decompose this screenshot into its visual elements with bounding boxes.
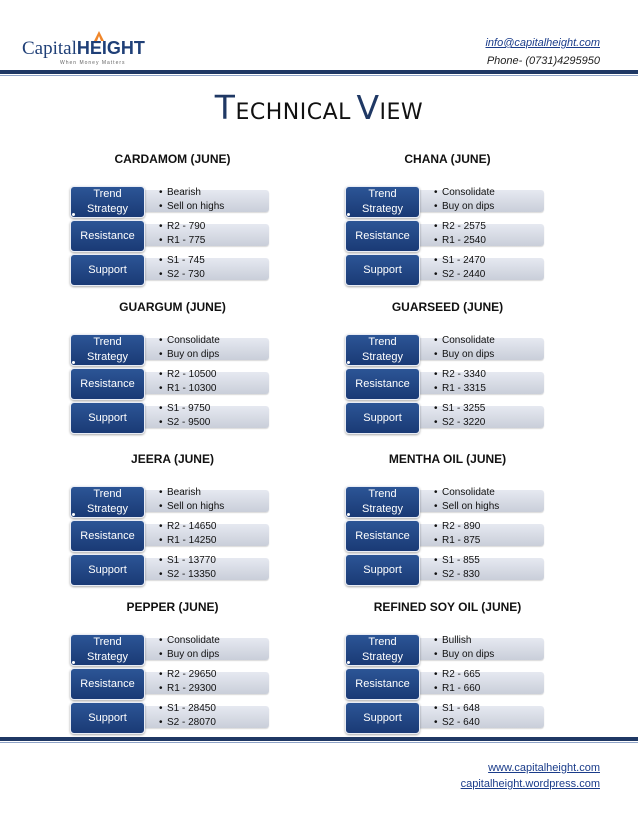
bullet-icon: •	[434, 221, 438, 232]
bullet-icon: •	[159, 717, 163, 728]
value-text: S2 - 640	[442, 717, 480, 728]
value-line	[159, 501, 224, 512]
value-text: R1 - 14250	[167, 535, 217, 546]
corner-dot-icon	[347, 513, 350, 516]
value-line	[434, 235, 486, 246]
trend-values	[418, 635, 544, 660]
value-text: S2 - 830	[442, 569, 480, 580]
value-text: S1 - 9750	[167, 403, 211, 414]
value-line	[434, 635, 471, 646]
bullet-icon: •	[159, 501, 163, 512]
value-text: Consolidate	[167, 635, 220, 646]
value-line	[159, 535, 216, 546]
trend-label-line2: Strategy	[362, 351, 403, 363]
company-logo	[22, 30, 152, 70]
value-text: Consolidate	[442, 187, 495, 198]
resistance-values	[143, 221, 269, 246]
value-line	[434, 335, 495, 346]
resistance-label: Resistance	[345, 220, 420, 252]
trend-strategy-label	[70, 334, 145, 366]
corner-dot-icon	[72, 213, 75, 216]
value-line	[434, 535, 480, 546]
value-text: Buy on dips	[442, 349, 495, 360]
value-line	[434, 369, 486, 380]
bullet-icon: •	[159, 669, 163, 680]
value-text: S1 - 648	[442, 703, 480, 714]
support-values	[418, 403, 544, 428]
trend-label-line2: Strategy	[87, 351, 128, 363]
bullet-icon: •	[434, 487, 438, 498]
resistance-row	[70, 520, 275, 550]
value-text: S2 - 2440	[442, 269, 486, 280]
value-line	[159, 487, 201, 498]
value-text: R1 - 875	[442, 535, 481, 546]
support-label: Support	[345, 254, 420, 286]
bullet-icon: •	[434, 335, 438, 346]
resistance-label: Resistance	[70, 220, 145, 252]
resistance-values	[143, 521, 269, 546]
value-text: Buy on dips	[167, 349, 220, 360]
resistance-row	[345, 520, 550, 550]
value-line	[159, 269, 205, 280]
support-row	[345, 702, 550, 732]
value-text: R2 - 3340	[442, 369, 486, 380]
resistance-row	[345, 668, 550, 698]
support-row	[345, 254, 550, 284]
trend-label-line2: Strategy	[362, 503, 403, 515]
bullet-icon: •	[434, 269, 438, 280]
value-text: S1 - 13770	[167, 555, 216, 566]
value-line	[159, 635, 220, 646]
trend-label-line2: Strategy	[362, 203, 403, 215]
trend-label-line2: Strategy	[87, 651, 128, 663]
bullet-icon: •	[434, 669, 438, 680]
bullet-icon: •	[159, 255, 163, 266]
trend-label-line2: Strategy	[87, 203, 128, 215]
commodity-block	[345, 600, 550, 750]
value-line	[159, 417, 210, 428]
page-title: TECHNICAL VIEW	[214, 88, 424, 127]
bullet-icon: •	[434, 369, 438, 380]
trend-row	[345, 186, 550, 216]
value-text: Sell on highs	[167, 201, 225, 212]
value-line	[434, 669, 480, 680]
bullet-icon: •	[434, 635, 438, 646]
trend-label-line1: Trend	[93, 488, 122, 500]
resistance-values	[418, 669, 544, 694]
support-values	[143, 555, 269, 580]
support-label: Support	[70, 554, 145, 586]
value-text: Buy on dips	[442, 649, 495, 660]
contact-info	[485, 34, 600, 70]
value-line	[434, 521, 480, 532]
trend-values	[418, 487, 544, 512]
value-line	[159, 221, 205, 232]
bullet-icon: •	[159, 221, 163, 232]
bullet-icon: •	[434, 717, 438, 728]
trend-strategy-label	[345, 186, 420, 218]
trend-row	[70, 486, 275, 516]
bullet-icon: •	[434, 535, 438, 546]
website-link[interactable]: www.capitalheight.com	[488, 762, 600, 774]
value-text: R2 - 665	[442, 669, 481, 680]
bullet-icon: •	[159, 269, 163, 280]
bullet-icon: •	[159, 703, 163, 714]
logo-tagline: When Money Matters	[60, 60, 126, 66]
commodity-title: CARDAMOM (JUNE)	[114, 152, 231, 166]
trend-row	[345, 334, 550, 364]
value-line	[159, 649, 219, 660]
value-line	[434, 501, 499, 512]
support-values	[143, 255, 269, 280]
value-line	[434, 569, 480, 580]
value-line	[159, 201, 224, 212]
support-row	[345, 554, 550, 584]
trend-strategy-label	[70, 634, 145, 666]
bullet-icon: •	[159, 187, 163, 198]
resistance-label: Resistance	[345, 368, 420, 400]
value-line	[159, 703, 216, 714]
value-line	[434, 269, 485, 280]
trend-values	[418, 187, 544, 212]
value-text: Consolidate	[442, 335, 495, 346]
bullet-icon: •	[434, 403, 438, 414]
commodity-block	[345, 152, 550, 302]
value-text: Bearish	[167, 487, 201, 498]
bullet-icon: •	[434, 569, 438, 580]
bullet-icon: •	[159, 569, 163, 580]
value-line	[159, 235, 205, 246]
trend-values	[143, 335, 269, 360]
bullet-icon: •	[434, 235, 438, 246]
bullet-icon: •	[434, 521, 438, 532]
trend-row	[345, 634, 550, 664]
value-text: R1 - 29300	[167, 683, 217, 694]
value-text: R1 - 660	[442, 683, 481, 694]
value-text: S2 - 730	[167, 269, 205, 280]
commodity-title: CHANA (JUNE)	[404, 152, 491, 166]
phone-number: Phone- (0731)4295950	[486, 55, 600, 67]
commodity-block	[70, 300, 275, 450]
bullet-icon: •	[159, 403, 163, 414]
commodity-block	[345, 300, 550, 450]
bullet-icon: •	[434, 417, 438, 428]
resistance-label: Resistance	[345, 520, 420, 552]
support-values	[143, 703, 269, 728]
bullet-icon: •	[159, 487, 163, 498]
value-text: Bearish	[167, 187, 201, 198]
support-label: Support	[70, 702, 145, 734]
commodity-block	[70, 152, 275, 302]
support-row	[345, 402, 550, 432]
value-text: S2 - 9500	[167, 417, 211, 428]
value-line	[159, 569, 216, 580]
trend-values	[143, 487, 269, 512]
support-values	[418, 255, 544, 280]
bullet-icon: •	[434, 383, 438, 394]
trend-label-line1: Trend	[93, 336, 122, 348]
support-values	[418, 703, 544, 728]
value-line	[159, 683, 216, 694]
commodity-block	[70, 452, 275, 602]
value-line	[159, 521, 216, 532]
bullet-icon: •	[434, 501, 438, 512]
bullet-icon: •	[434, 349, 438, 360]
value-text: R2 - 890	[442, 521, 481, 532]
support-row	[70, 702, 275, 732]
resistance-row	[70, 668, 275, 698]
commodity-block	[345, 452, 550, 602]
trend-values	[143, 635, 269, 660]
commodity-title: PEPPER (JUNE)	[126, 600, 219, 614]
value-line	[159, 335, 220, 346]
footer-divider	[0, 737, 638, 741]
resistance-label: Resistance	[345, 668, 420, 700]
trend-row	[345, 486, 550, 516]
resistance-values	[418, 369, 544, 394]
value-line	[434, 703, 480, 714]
value-text: R1 - 3315	[442, 383, 486, 394]
value-line	[434, 349, 494, 360]
bullet-icon: •	[434, 255, 438, 266]
trend-values	[418, 335, 544, 360]
support-label: Support	[345, 402, 420, 434]
trend-label-line1: Trend	[93, 188, 122, 200]
value-line	[159, 255, 205, 266]
trend-strategy-label	[345, 634, 420, 666]
trend-strategy-label	[70, 486, 145, 518]
resistance-row	[70, 220, 275, 250]
commodity-title: REFINED SOY OIL (JUNE)	[373, 600, 522, 614]
value-line	[434, 649, 494, 660]
value-line	[434, 201, 494, 212]
value-text: R1 - 10300	[167, 383, 217, 394]
value-line	[159, 555, 216, 566]
bullet-icon: •	[434, 555, 438, 566]
resistance-row	[345, 220, 550, 250]
resistance-label: Resistance	[70, 668, 145, 700]
value-text: R2 - 2575	[442, 221, 486, 232]
corner-dot-icon	[72, 361, 75, 364]
value-text: R2 - 10500	[167, 369, 217, 380]
support-values	[143, 403, 269, 428]
corner-dot-icon	[72, 513, 75, 516]
bullet-icon: •	[159, 335, 163, 346]
value-text: Buy on dips	[167, 649, 220, 660]
support-label: Support	[70, 254, 145, 286]
value-line	[434, 221, 486, 232]
bullet-icon: •	[434, 703, 438, 714]
value-line	[159, 403, 210, 414]
resistance-values	[143, 669, 269, 694]
trend-strategy-label	[70, 186, 145, 218]
bullet-icon: •	[159, 521, 163, 532]
trend-strategy-label	[345, 334, 420, 366]
value-text: S1 - 3255	[442, 403, 486, 414]
value-text: S2 - 13350	[167, 569, 216, 580]
value-line	[434, 487, 495, 498]
resistance-values	[418, 221, 544, 246]
value-line	[159, 669, 216, 680]
resistance-values	[143, 369, 269, 394]
bullet-icon: •	[159, 349, 163, 360]
footer-divider-thin	[0, 742, 638, 743]
trend-row	[70, 634, 275, 664]
commodity-title: GUARSEED (JUNE)	[391, 300, 504, 314]
bullet-icon: •	[159, 201, 163, 212]
value-line	[159, 349, 219, 360]
trend-label-line1: Trend	[368, 336, 397, 348]
bullet-icon: •	[434, 649, 438, 660]
resistance-row	[70, 368, 275, 398]
value-text: Sell on highs	[167, 501, 225, 512]
commodity-title: JEERA (JUNE)	[131, 452, 214, 466]
value-text: S2 - 3220	[442, 417, 486, 428]
bullet-icon: •	[159, 649, 163, 660]
value-line	[159, 187, 201, 198]
value-text: R1 - 2540	[442, 235, 486, 246]
value-line	[159, 369, 216, 380]
support-label: Support	[345, 554, 420, 586]
bullet-icon: •	[159, 635, 163, 646]
value-line	[434, 683, 480, 694]
trend-label-line2: Strategy	[87, 503, 128, 515]
value-line	[434, 717, 480, 728]
value-text: S1 - 855	[442, 555, 480, 566]
resistance-label: Resistance	[70, 368, 145, 400]
bullet-icon: •	[159, 555, 163, 566]
header-divider-thin	[0, 75, 638, 76]
bullet-icon: •	[159, 369, 163, 380]
corner-dot-icon	[347, 361, 350, 364]
value-line	[434, 255, 485, 266]
commodity-title: MENTHA OIL (JUNE)	[388, 452, 507, 466]
support-label: Support	[70, 402, 145, 434]
logo-text: CapitalHEIGHT	[22, 38, 145, 59]
bullet-icon: •	[434, 683, 438, 694]
value-line	[434, 383, 486, 394]
resistance-row	[345, 368, 550, 398]
value-text: Consolidate	[167, 335, 220, 346]
resistance-values	[418, 521, 544, 546]
value-text: S1 - 745	[167, 255, 205, 266]
resistance-label: Resistance	[70, 520, 145, 552]
value-text: Buy on dips	[442, 201, 495, 212]
header-divider	[0, 70, 638, 74]
value-line	[434, 403, 485, 414]
support-row	[70, 554, 275, 584]
bullet-icon: •	[159, 683, 163, 694]
trend-row	[70, 186, 275, 216]
trend-row	[70, 334, 275, 364]
value-text: R2 - 29650	[167, 669, 217, 680]
value-text: Bullish	[442, 635, 472, 646]
value-text: S2 - 28070	[167, 717, 216, 728]
corner-dot-icon	[347, 213, 350, 216]
value-text: R1 - 775	[167, 235, 206, 246]
value-line	[434, 555, 480, 566]
value-line	[434, 187, 495, 198]
trend-label-line1: Trend	[368, 488, 397, 500]
trend-values	[143, 187, 269, 212]
value-line	[159, 717, 216, 728]
bullet-icon: •	[434, 187, 438, 198]
value-line	[434, 417, 485, 428]
bullet-icon: •	[159, 417, 163, 428]
support-row	[70, 402, 275, 432]
value-text: Sell on highs	[442, 501, 500, 512]
value-text: Consolidate	[442, 487, 495, 498]
value-text: R2 - 14650	[167, 521, 217, 532]
bullet-icon: •	[159, 383, 163, 394]
value-line	[159, 383, 216, 394]
commodity-title: GUARGUM (JUNE)	[119, 300, 226, 314]
email-link[interactable]: info@capitalheight.com	[485, 37, 600, 49]
footer-links	[461, 760, 600, 792]
bullet-icon: •	[434, 201, 438, 212]
trend-label-line1: Trend	[368, 636, 397, 648]
bullet-icon: •	[159, 235, 163, 246]
support-values	[418, 555, 544, 580]
bullet-icon: •	[159, 535, 163, 546]
corner-dot-icon	[72, 661, 75, 664]
trend-label-line1: Trend	[93, 636, 122, 648]
trend-strategy-label	[345, 486, 420, 518]
corner-dot-icon	[347, 661, 350, 664]
blog-link[interactable]: capitalheight.wordpress.com	[460, 778, 600, 790]
trend-label-line1: Trend	[368, 188, 397, 200]
value-text: S1 - 2470	[442, 255, 486, 266]
support-label: Support	[345, 702, 420, 734]
value-text: R2 - 790	[167, 221, 206, 232]
commodity-block	[70, 600, 275, 750]
value-text: S1 - 28450	[167, 703, 216, 714]
support-row	[70, 254, 275, 284]
trend-label-line2: Strategy	[362, 651, 403, 663]
